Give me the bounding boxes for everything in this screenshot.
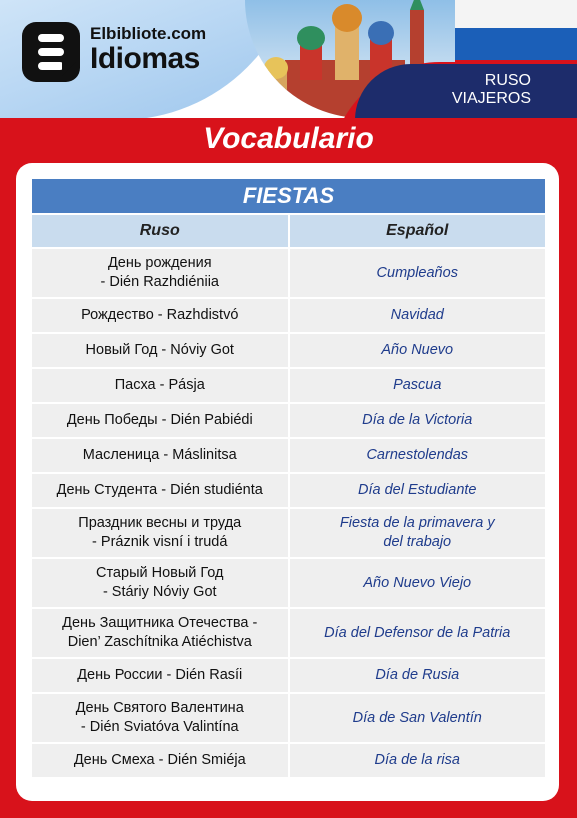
russian-term bbox=[32, 403, 289, 438]
course-label bbox=[452, 72, 531, 108]
russian-term bbox=[32, 743, 289, 777]
table-row bbox=[32, 473, 545, 508]
spanish-term-line: Día del Defensor de la Patria bbox=[324, 624, 511, 641]
spanish-term bbox=[289, 693, 546, 743]
spanish-term bbox=[289, 743, 546, 777]
table-row bbox=[32, 368, 545, 403]
russian-term-line: Масленица - Máslinitsa bbox=[82, 447, 237, 463]
vocabulary-card bbox=[16, 163, 559, 801]
russian-term-line: День Студента - Dién studiénta bbox=[56, 482, 263, 498]
russian-term bbox=[32, 298, 289, 333]
russian-term-line: Новый Год - Nóviy Got bbox=[85, 342, 234, 358]
column-header-russian: Ruso bbox=[32, 214, 289, 248]
russian-term bbox=[32, 693, 289, 743]
russian-term-line: - Dién Razhdiéniia bbox=[100, 274, 219, 290]
spanish-term bbox=[289, 248, 546, 298]
table-row bbox=[32, 693, 545, 743]
russian-term bbox=[32, 608, 289, 658]
spanish-term-line: Fiesta de la primavera y bbox=[339, 515, 495, 531]
russian-term bbox=[32, 558, 289, 608]
russian-term-line: День рождения bbox=[107, 255, 212, 271]
site-name: Elbibliote.com bbox=[90, 24, 207, 43]
table-body bbox=[32, 248, 545, 777]
russian-term bbox=[32, 438, 289, 473]
spanish-term-line: Día del Estudiante bbox=[358, 482, 477, 498]
russian-term-line: День России - Dién Rasíi bbox=[77, 667, 243, 683]
russian-term bbox=[32, 248, 289, 298]
russian-term-line: День Смеха - Dién Smiéja bbox=[73, 752, 246, 768]
russian-term bbox=[32, 333, 289, 368]
spanish-term-line: Año Nuevo Viejo bbox=[363, 574, 472, 591]
spanish-term-line: Carnestolendas bbox=[366, 447, 469, 463]
brand-name: Idiomas bbox=[90, 42, 200, 75]
russian-term-line: Пасха - Pásja bbox=[114, 377, 205, 393]
header bbox=[0, 0, 577, 118]
spanish-term bbox=[289, 608, 546, 658]
spanish-term bbox=[289, 473, 546, 508]
spanish-term-line: Día de Rusia bbox=[375, 667, 460, 683]
russian-term-line: Праздник весны и труда bbox=[78, 515, 242, 531]
table-row bbox=[32, 658, 545, 693]
spanish-term-line: Cumpleaños bbox=[376, 264, 458, 281]
spanish-term-line: Día de San Valentín bbox=[352, 709, 482, 726]
spanish-term-line: del trabajo bbox=[383, 534, 452, 550]
spanish-term bbox=[289, 658, 546, 693]
russian-term-line: - Dién Sviatóva Valintína bbox=[80, 719, 239, 735]
table-row bbox=[32, 508, 545, 558]
spanish-term-line: Día de la risa bbox=[374, 752, 460, 768]
russian-term-line: - Práznik visní i trudá bbox=[92, 534, 228, 550]
table-row bbox=[32, 333, 545, 368]
course-line-2: VIAJEROS bbox=[451, 90, 531, 107]
russian-term-line: Dien’ Zaschítnika Atiéchistva bbox=[67, 634, 252, 650]
russian-term-line: Старый Новый Год bbox=[95, 565, 224, 581]
spanish-term bbox=[289, 438, 546, 473]
russian-term-line: День Защитника Отечества - bbox=[62, 615, 258, 631]
table-row bbox=[32, 248, 545, 298]
table-row bbox=[32, 438, 545, 473]
spanish-term bbox=[289, 558, 546, 608]
spanish-term-line: Pascua bbox=[393, 377, 442, 393]
russian-term-line: День Святого Валентина bbox=[75, 700, 244, 716]
table-row bbox=[32, 558, 545, 608]
section-title: Vocabulario bbox=[203, 122, 374, 155]
table-row bbox=[32, 403, 545, 438]
spanish-term-line: Navidad bbox=[390, 307, 444, 323]
column-header-spanish: Español bbox=[289, 214, 546, 248]
course-line-1: RUSO bbox=[484, 72, 531, 89]
russian-term bbox=[32, 658, 289, 693]
russian-term bbox=[32, 473, 289, 508]
russian-term bbox=[32, 508, 289, 558]
russian-term-line: Рождество - Razhdistvó bbox=[81, 307, 239, 323]
russian-term-line: День Победы - Dién Pabiédi bbox=[66, 412, 253, 428]
spanish-term bbox=[289, 508, 546, 558]
spanish-term-line: Día de la Victoria bbox=[362, 412, 473, 428]
spanish-term bbox=[289, 368, 546, 403]
spanish-term bbox=[289, 333, 546, 368]
spanish-term bbox=[289, 298, 546, 333]
category-header: FIESTAS bbox=[32, 179, 545, 214]
spanish-term-line: Año Nuevo bbox=[381, 342, 454, 358]
table-row bbox=[32, 743, 545, 777]
russian-term-line: - Stáriy Nóviy Got bbox=[102, 584, 217, 600]
russian-term bbox=[32, 368, 289, 403]
spanish-term bbox=[289, 403, 546, 438]
table-row bbox=[32, 298, 545, 333]
table-row bbox=[32, 608, 545, 658]
logo-speech-tail bbox=[62, 62, 76, 76]
vocabulary-table bbox=[32, 179, 545, 777]
